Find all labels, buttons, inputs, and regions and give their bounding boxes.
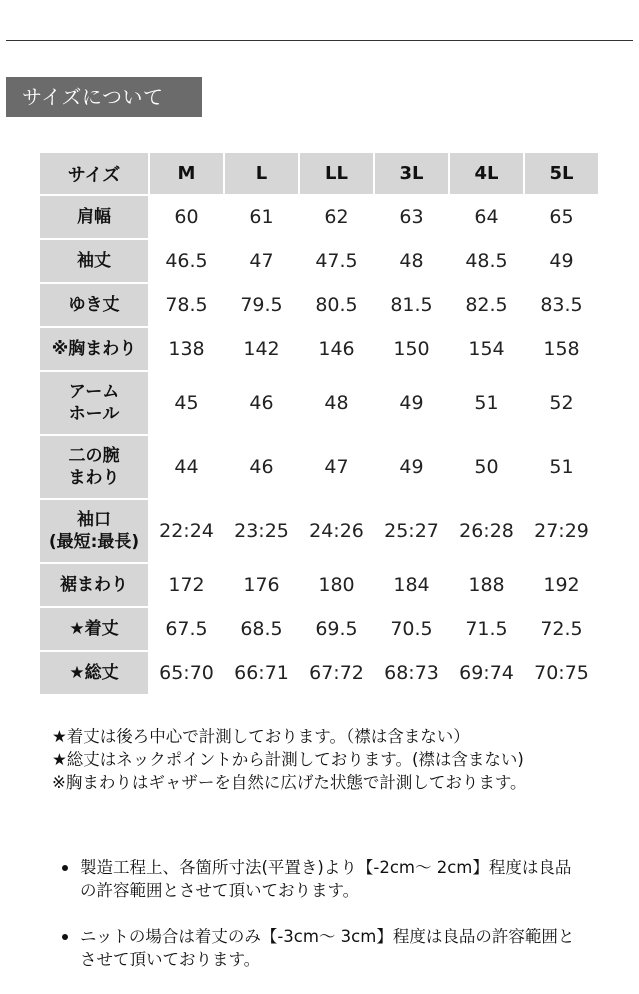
value-cell: 65 [549,206,574,228]
value-cell: 65:70 [159,662,214,684]
value-cell: 24:26 [309,520,364,542]
value-cell: 61 [249,206,274,228]
value-cell: 192 [543,574,580,596]
size-header-cell: LL [300,153,373,194]
table-row [40,436,598,498]
row-label-line: ゆき丈 [68,295,120,315]
value-cell: 47 [249,250,274,272]
note-line: ★着丈は後ろ中心で計測しております。（襟は含まない） [52,727,470,746]
size-header-cell: M [150,153,223,194]
row-label-line: 袖丈 [77,251,111,271]
size-header-cell: 4L [450,153,523,194]
row-label [40,564,148,606]
size-header-cell: 5L [525,153,598,194]
value-cell: 48 [324,392,349,414]
value-cell: 81.5 [390,294,433,316]
value-cell: 83.5 [540,294,583,316]
value-cell: 188 [468,574,505,596]
row-label-line: 二の腕 [68,446,120,466]
value-cell: 68.5 [240,618,283,640]
value-cell: 154 [468,338,505,360]
value-cell: 68:73 [384,662,439,684]
value-cell: 60 [174,206,199,228]
value-cell: 51 [474,392,499,414]
row-label [40,328,148,370]
table-row [40,608,598,650]
table-row [40,500,598,562]
table-row [40,240,598,282]
value-cell: 71.5 [465,618,508,640]
value-cell: 80.5 [315,294,358,316]
value-cell: 22:24 [159,520,214,542]
size-table-body [40,196,598,694]
table-row [40,284,598,326]
row-label [40,608,148,650]
value-cell: 50 [474,456,499,478]
table-row [40,372,598,434]
top-divider [6,40,633,41]
bullet-list [62,856,582,994]
value-cell: 47 [324,456,349,478]
row-label [40,500,148,562]
size-header-row [40,153,598,194]
value-cell: 172 [168,574,205,596]
value-cell: 146 [318,338,355,360]
value-cell: 46 [249,392,274,414]
value-cell: 63 [399,206,424,228]
value-cell: 184 [393,574,430,596]
bullet-item: ニットの場合は着丈のみ【-3cm〜 3cm】程度は良品の許容範囲とさせて頂いております。 [62,925,582,971]
row-label [40,436,148,498]
size-table [38,151,600,696]
row-label [40,372,148,434]
value-cell: 66:71 [234,662,289,684]
row-label-line: 肩幅 [77,207,111,227]
value-cell: 49 [399,456,424,478]
table-row [40,196,598,238]
value-cell: 82.5 [465,294,508,316]
value-cell: 142 [243,338,280,360]
table-row [40,564,598,606]
value-cell: 52 [549,392,574,414]
note-line: ★総丈はネックポイントから計測しております。(襟は含まない) [52,750,524,769]
value-cell: 64 [474,206,499,228]
value-cell: 27:29 [534,520,589,542]
value-cell: 47.5 [315,250,358,272]
table-row [40,652,598,694]
row-label-line: ★着丈 [69,619,119,639]
row-label [40,652,148,694]
table-row [40,328,598,370]
value-cell: 138 [168,338,205,360]
value-cell: 69.5 [315,618,358,640]
value-cell: 150 [393,338,430,360]
row-label-line: 袖口 [77,510,111,530]
row-label-line: 裾まわり [60,575,128,595]
note-line: ※胸まわりはギャザーを自然に広げた状態で計測しております。 [52,773,527,792]
notes [52,725,582,794]
size-header-cell: 3L [375,153,448,194]
value-cell: 45 [174,392,199,414]
value-cell: 70:75 [534,662,589,684]
value-cell: 49 [549,250,574,272]
value-cell: 176 [243,574,280,596]
row-label-line: まわり [68,468,120,488]
value-cell: 70.5 [390,618,433,640]
value-cell: 48 [399,250,424,272]
value-cell: 78.5 [165,294,208,316]
row-label [40,196,148,238]
size-header-label: サイズ [40,153,148,194]
row-label [40,284,148,326]
row-label-line: ※胸まわり [51,339,137,359]
value-cell: 67:72 [309,662,364,684]
row-label-line: (最短:最長) [48,532,140,552]
value-cell: 69:74 [459,662,514,684]
value-cell: 49 [399,392,424,414]
value-cell: 180 [318,574,355,596]
value-cell: 46.5 [165,250,208,272]
value-cell: 62 [324,206,349,228]
row-label-line: ホール [68,404,120,424]
value-cell: 158 [543,338,580,360]
row-label-line: ★総丈 [69,663,119,683]
value-cell: 44 [174,456,199,478]
value-cell: 72.5 [540,618,583,640]
value-cell: 25:27 [384,520,439,542]
bullet-item: 製造工程上、各箇所寸法(平置き)より【-2cm〜 2cm】程度は良品の許容範囲とさせて頂いております。 [62,856,582,902]
row-label-line: アーム [68,382,120,402]
row-label [40,240,148,282]
value-cell: 67.5 [165,618,208,640]
value-cell: 51 [549,456,574,478]
value-cell: 48.5 [465,250,508,272]
section-title: サイズについて [6,77,202,117]
value-cell: 23:25 [234,520,289,542]
value-cell: 26:28 [459,520,514,542]
value-cell: 79.5 [240,294,283,316]
size-header-cell: L [225,153,298,194]
value-cell: 46 [249,456,274,478]
